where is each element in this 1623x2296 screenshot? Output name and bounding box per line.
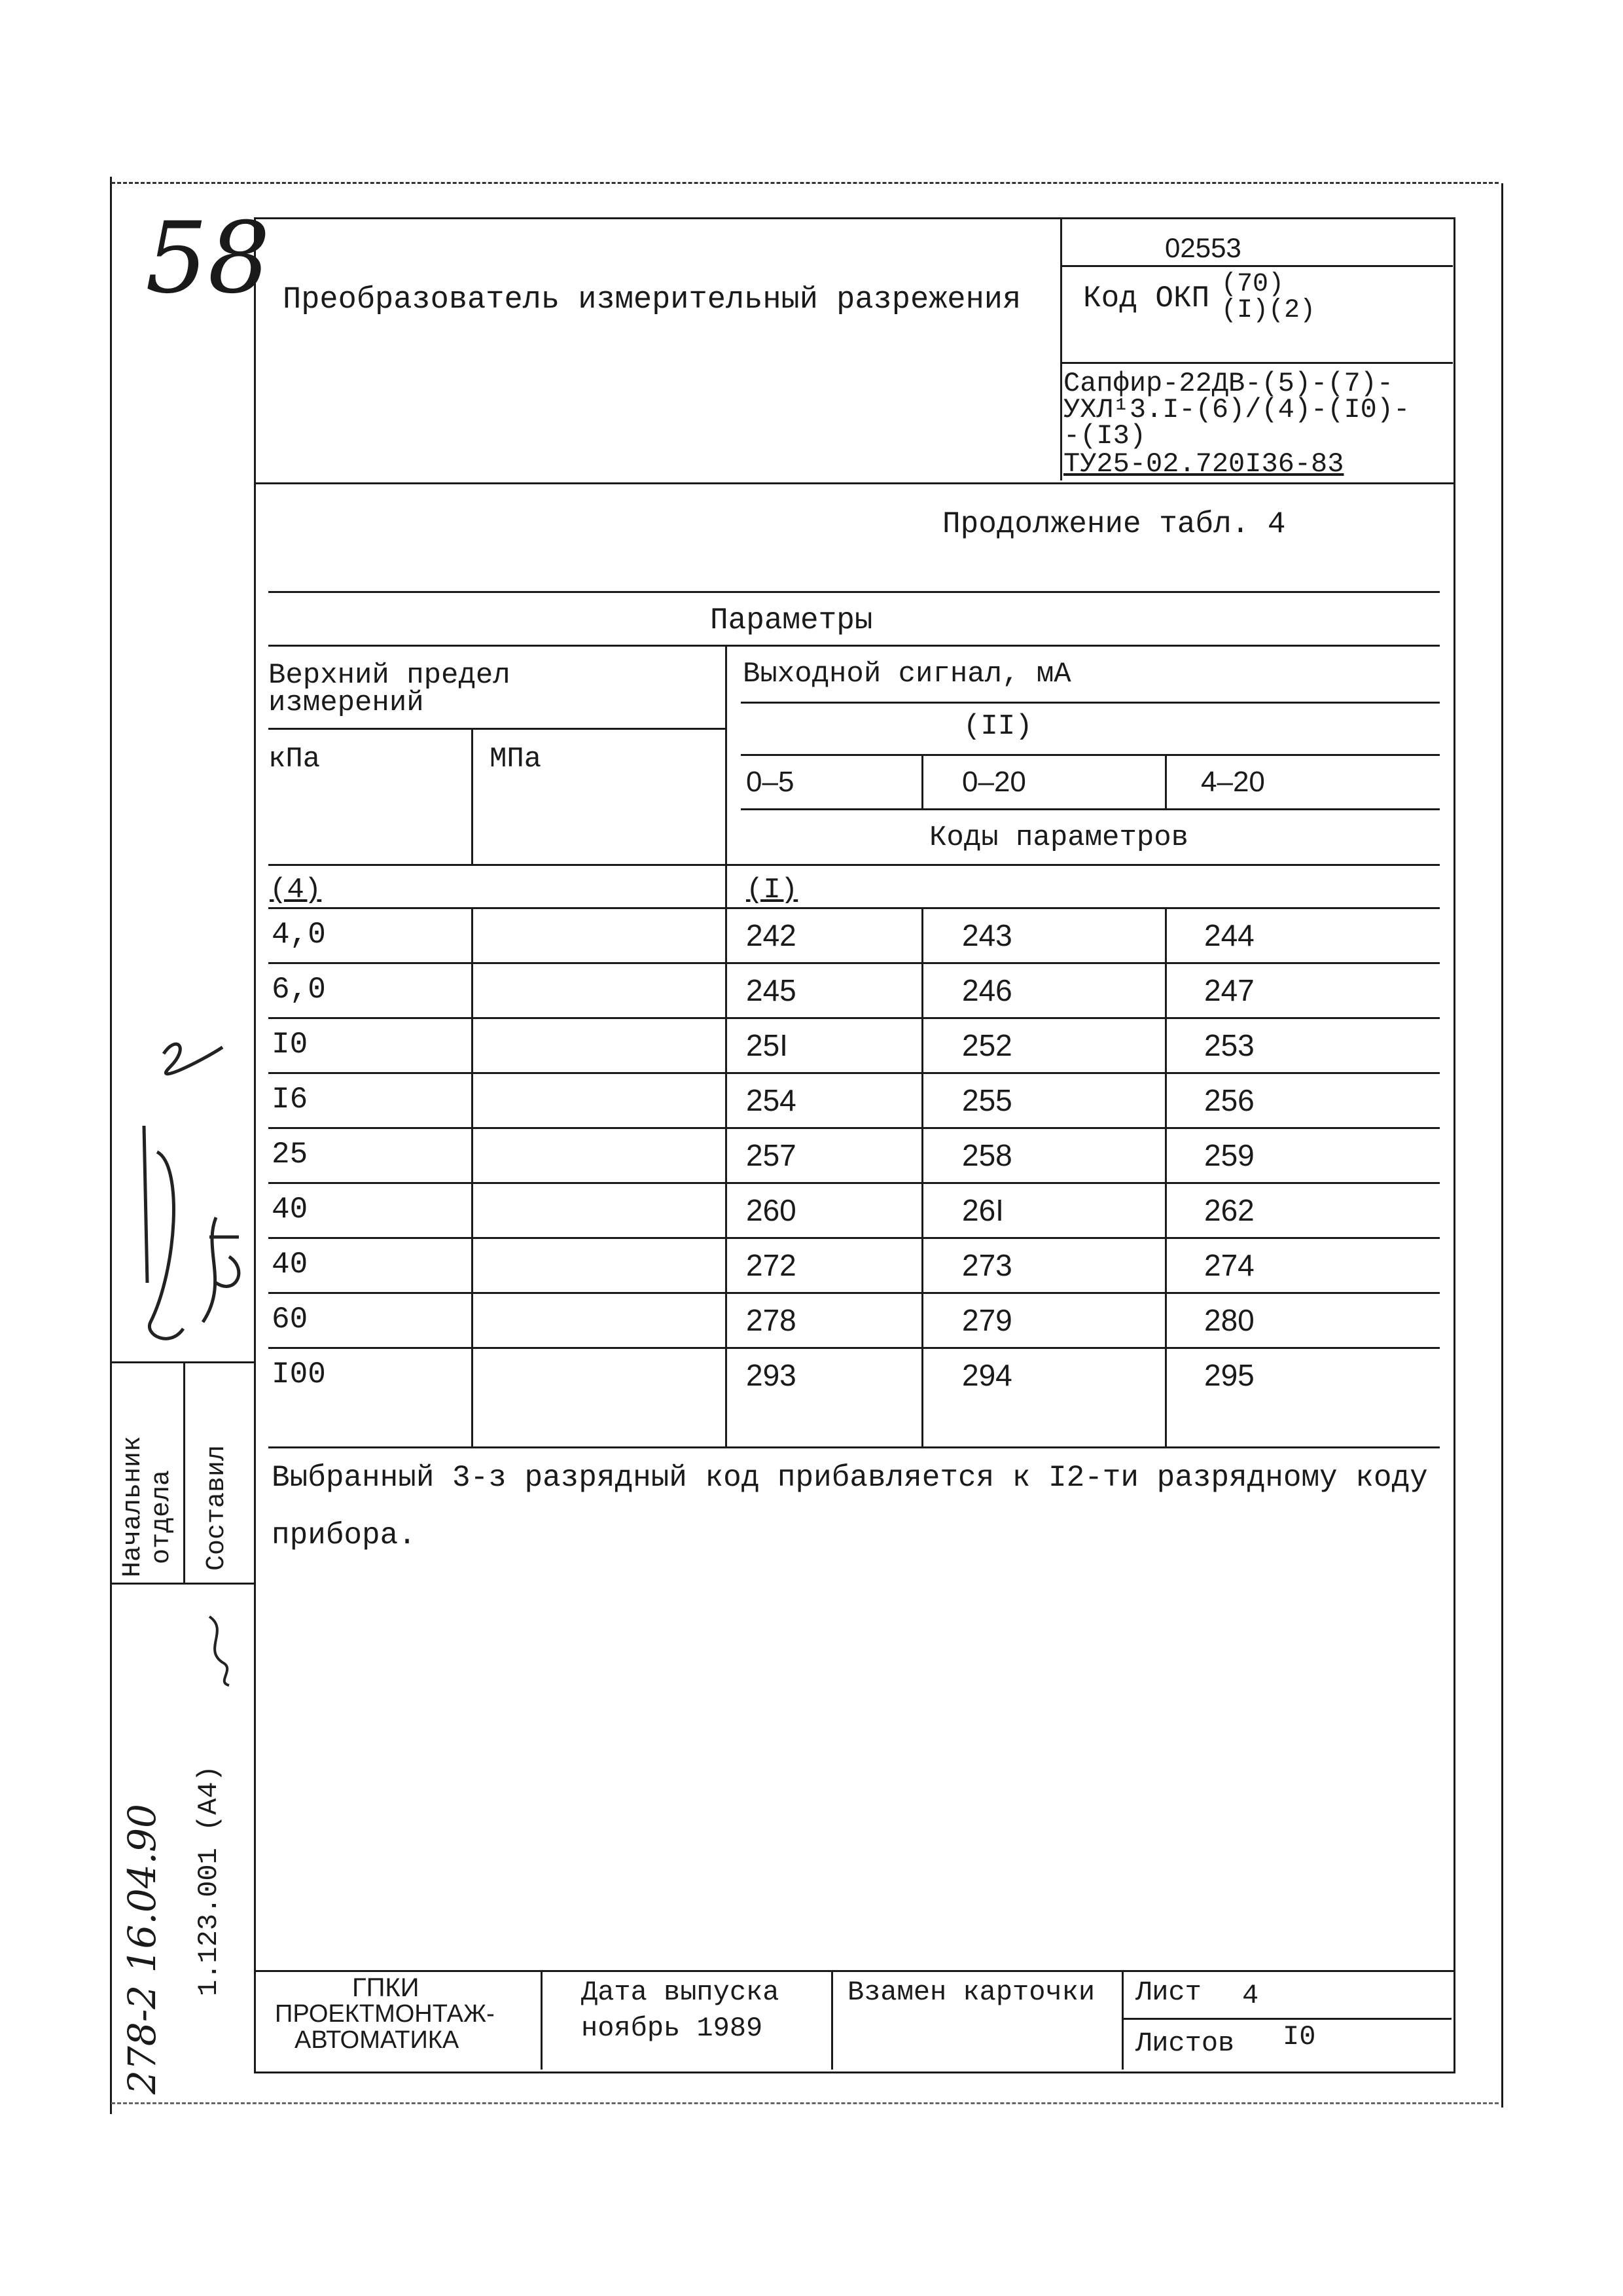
footer-sheet-rule — [1122, 2018, 1452, 2020]
cell-code-0-20: 243 — [962, 918, 1012, 952]
col-divider-c1-c2 — [921, 907, 923, 1446]
sidebar-head-label: Начальник — [118, 1435, 148, 1577]
footer-divider-2 — [831, 1970, 833, 2070]
sheets-label: Листов — [1135, 2028, 1235, 2059]
row-rule — [268, 1237, 1440, 1239]
cell-kpa: 6,0 — [272, 973, 326, 1007]
cell-code-4-20: 295 — [1204, 1358, 1255, 1392]
sheet-label: Лист — [1135, 1977, 1202, 2008]
range-divider-2 — [1165, 756, 1167, 808]
cell-code-0-5: 254 — [746, 1083, 796, 1117]
col-divider-kpa-mpa-rows — [471, 907, 473, 1446]
cell-kpa: 40 — [272, 1193, 308, 1227]
range-1: 0–5 — [746, 766, 794, 798]
okp-code-bottom: (I)(2) — [1221, 296, 1316, 325]
sidebar-top-rule — [111, 1361, 255, 1363]
sidebar-head-label-2: отдела — [147, 1469, 177, 1564]
range-rule — [741, 808, 1440, 810]
cell-code-0-5: 260 — [746, 1193, 796, 1227]
cell-code-4-20: 280 — [1204, 1303, 1255, 1337]
cell-kpa: I00 — [272, 1357, 326, 1391]
cell-code-4-20: 247 — [1204, 973, 1255, 1007]
header-rule-1 — [1060, 265, 1453, 267]
upper-limit-rule — [268, 728, 725, 730]
row-rule — [268, 1127, 1440, 1129]
sidebar-bottom-rule — [111, 1583, 255, 1585]
row-rule — [268, 1182, 1440, 1184]
sidebar-divider — [183, 1361, 185, 1584]
org-line-2: ПРОЕКТМОНТАЖ- — [275, 2000, 495, 2028]
cell-code-0-20: 246 — [962, 973, 1012, 1007]
row-rule — [268, 962, 1440, 964]
col-divider-c2-c3 — [1165, 907, 1167, 1446]
cell-kpa: I6 — [272, 1083, 308, 1117]
cell-kpa: I0 — [272, 1028, 308, 1062]
range-2: 0–20 — [962, 766, 1026, 798]
cell-code-0-20: 252 — [962, 1028, 1012, 1062]
model-line-3: -(I3) — [1063, 420, 1147, 452]
product-title: Преобразователь измерительный разрежения — [283, 283, 1022, 317]
cell-code-4-20: 253 — [1204, 1028, 1255, 1062]
sidebar-compiler-label: Составил — [202, 1444, 232, 1571]
footer-divider-3 — [1122, 1970, 1124, 2070]
model-line-1: Сапфир-22ДВ-(5)-(7)- — [1063, 368, 1394, 399]
output-code: (II) — [963, 710, 1033, 743]
cell-code-4-20: 274 — [1204, 1248, 1255, 1282]
output-signal-label: Выходной сигнал, мА — [743, 658, 1071, 691]
header-divider — [1060, 217, 1062, 480]
model-line-2: УХЛ¹3.I-(6)/(4)-(I0)- — [1063, 394, 1410, 425]
page-number: 58 — [145, 202, 270, 315]
cell-code-0-20: 26I — [962, 1193, 1004, 1227]
cell-code-0-5: 272 — [746, 1248, 796, 1282]
cell-code-0-20: 255 — [962, 1083, 1012, 1117]
row-rule — [268, 1292, 1440, 1294]
header-rule-2 — [1060, 362, 1453, 364]
param-codes-label: Коды параметров — [929, 821, 1189, 854]
table-bottom-rule — [268, 1446, 1440, 1448]
cell-code-0-20: 294 — [962, 1358, 1012, 1392]
cell-code-0-5: 293 — [746, 1358, 796, 1392]
unit-mpa: МПа — [490, 743, 542, 776]
row-rule — [268, 1347, 1440, 1349]
col-divider-main — [725, 645, 727, 1446]
cell-code-0-20: 258 — [962, 1138, 1012, 1172]
range-3: 4–20 — [1201, 766, 1265, 798]
note-line-1: Выбранный 3-з разрядный код прибавляется к I2-ти разрядному коду — [272, 1461, 1428, 1495]
output-signal-rule — [741, 702, 1440, 704]
sidebar-form: 1.123.001 (А4) — [193, 1765, 224, 1996]
date-value: ноябрь 1989 — [581, 2013, 763, 2044]
cell-code-4-20: 259 — [1204, 1138, 1255, 1172]
page-bottom-dashed-border — [111, 2102, 1499, 2104]
org-line-3: АВТОМАТИКА — [294, 2026, 459, 2054]
cell-kpa: 4,0 — [272, 918, 326, 952]
cell-code-4-20: 244 — [1204, 918, 1255, 952]
cell-code-0-20: 279 — [962, 1303, 1012, 1337]
cell-code-0-5: 278 — [746, 1303, 796, 1337]
note-line-2: прибора. — [272, 1518, 416, 1552]
unit-kpa: кПа — [268, 743, 321, 776]
params-rule — [268, 645, 1440, 647]
params-header: Параметры — [710, 603, 873, 637]
upper-limit-label: Верхний предел — [268, 659, 510, 692]
cell-code-0-5: 242 — [746, 918, 796, 952]
small-signature — [190, 1604, 255, 1689]
cell-kpa: 25 — [272, 1138, 308, 1172]
cell-kpa: 60 — [272, 1302, 308, 1336]
sheets-value: I0 — [1283, 2021, 1316, 2053]
row-rule — [268, 1017, 1440, 1019]
table-top-rule — [268, 591, 1440, 593]
row-rule — [268, 1072, 1440, 1074]
cell-code-0-5: 245 — [746, 973, 796, 1007]
main-body-box — [254, 480, 1455, 1971]
footer-divider-1 — [541, 1970, 543, 2070]
okp-code-top: (70) — [1221, 270, 1285, 299]
cell-code-0-20: 273 — [962, 1248, 1012, 1282]
replace-label: Взамен карточки — [847, 1977, 1096, 2008]
sidebar-stamp: 278-2 16.04.90 — [120, 1804, 164, 2094]
sheet-value: 4 — [1242, 1980, 1259, 2011]
org-line-1: ГПКИ — [352, 1973, 419, 2002]
model-line-4: ТУ25-02.720I36-83 — [1063, 448, 1344, 480]
codes-rule — [268, 907, 1440, 909]
date-label: Дата выпуска — [581, 1977, 779, 2008]
page-left-border — [110, 177, 112, 2114]
continuation-label: Продолжение табл. 4 — [942, 507, 1286, 541]
col-divider-kpa-mpa — [471, 728, 473, 864]
header-box — [254, 217, 1455, 484]
okp-label: Код ОКП — [1083, 281, 1210, 315]
code-left: (4) — [270, 874, 322, 906]
output-code-rule — [741, 754, 1440, 756]
card-code: 02553 — [1165, 232, 1241, 263]
cell-kpa: 40 — [272, 1247, 308, 1282]
codes-header-rule — [268, 864, 1440, 866]
cell-code-4-20: 256 — [1204, 1083, 1255, 1117]
handwritten-signature — [118, 1021, 262, 1361]
upper-limit-label-2: измерений — [268, 687, 424, 719]
cell-code-0-5: 25I — [746, 1028, 788, 1062]
cell-code-0-5: 257 — [746, 1138, 796, 1172]
page-right-border — [1501, 183, 1503, 2108]
code-right: (I) — [746, 874, 798, 906]
page-top-dashed-border — [111, 182, 1499, 184]
range-divider-1 — [921, 756, 923, 808]
cell-code-4-20: 262 — [1204, 1193, 1255, 1227]
